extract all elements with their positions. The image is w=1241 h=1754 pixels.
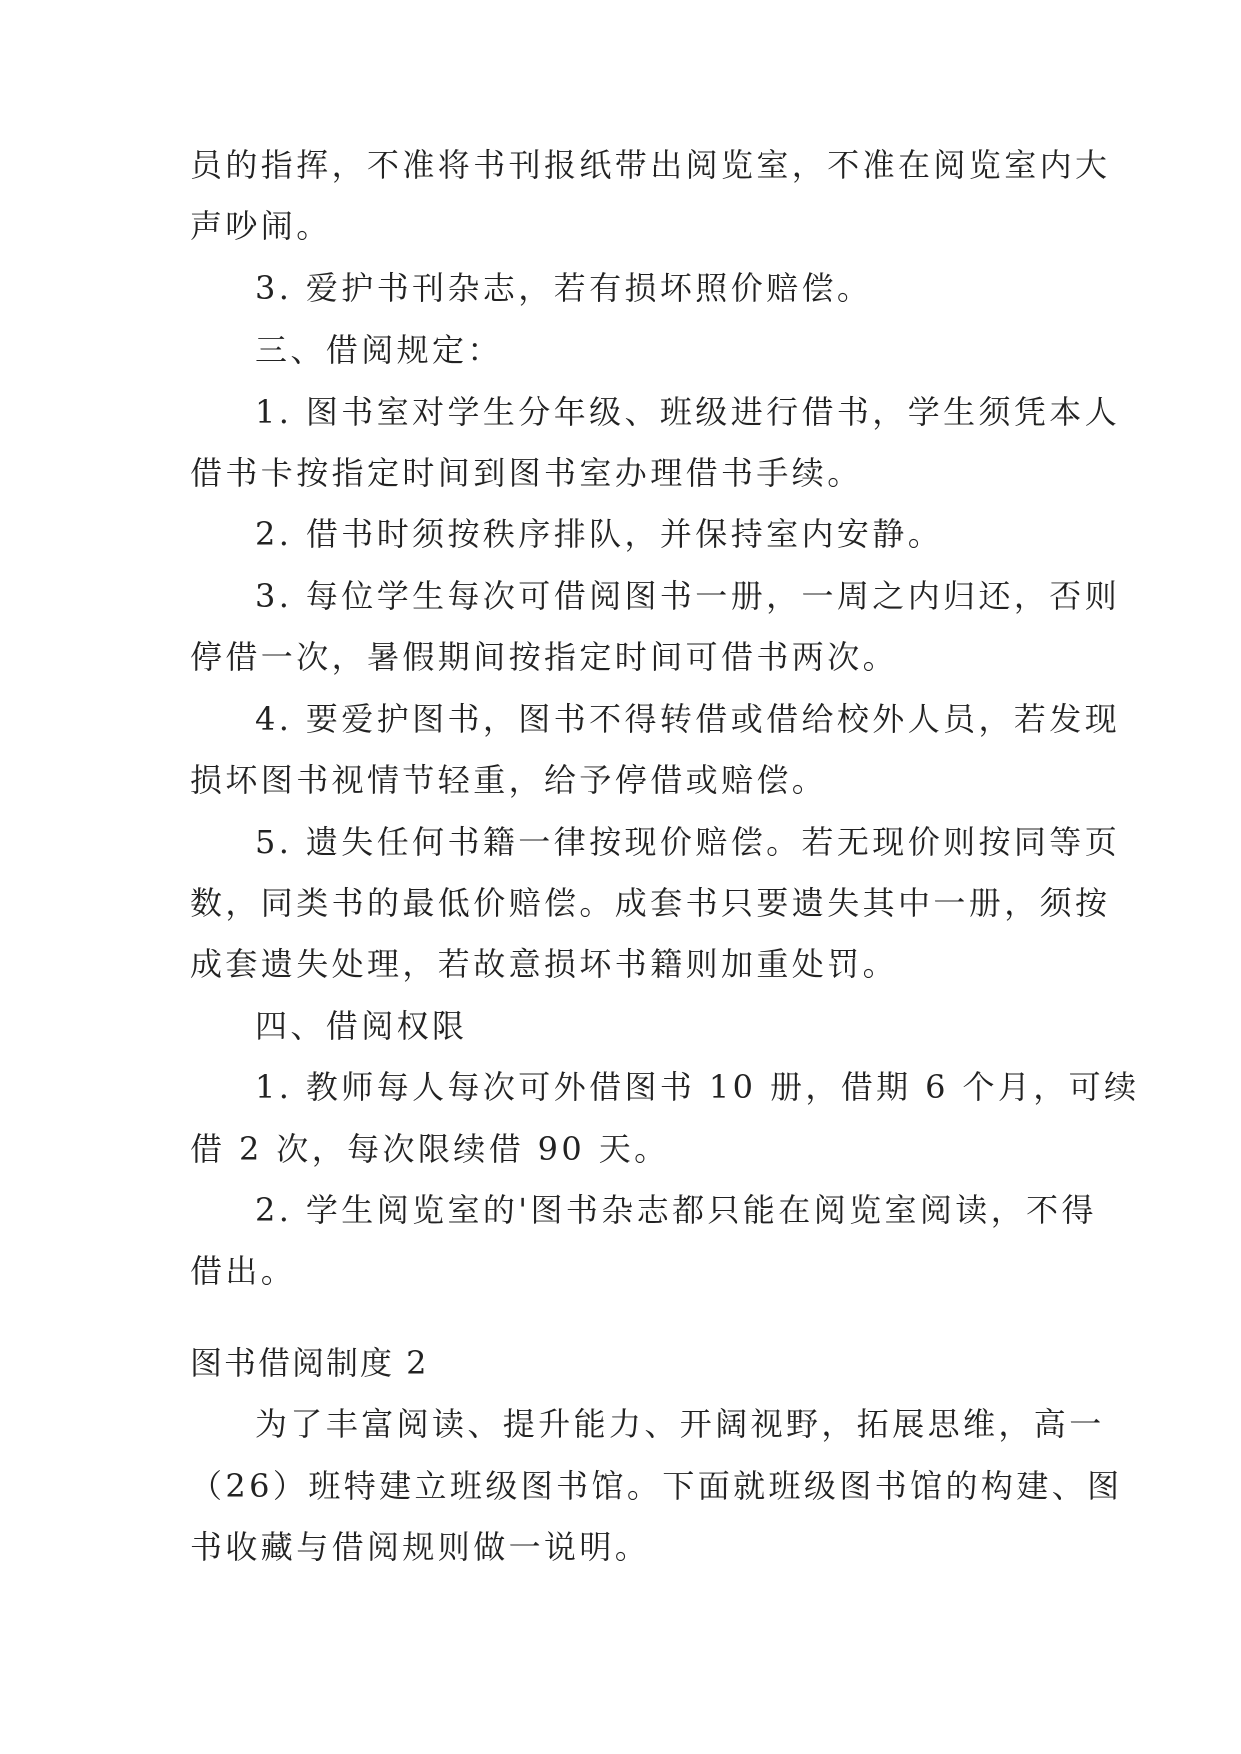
section-heading: 三、借阅规定：: [255, 331, 503, 369]
document-title: 图书借阅制度 2: [190, 1344, 429, 1382]
text-line: 停借一次，暑假期间按指定时间可借书两次。: [190, 638, 899, 676]
text-line: 借出。: [190, 1252, 297, 1290]
text-line: 1. 图书室对学生分年级、班级进行借书，学生须凭本人: [255, 393, 1121, 431]
text-line: 成套遗失处理，若故意损坏书籍则加重处罚。: [190, 945, 899, 983]
text-line: 1. 教师每人每次可外借图书 10 册，借期 6 个月，可续: [255, 1068, 1140, 1106]
text-line: 5. 遗失任何书籍一律按现价赔偿。若无现价则按同等页: [255, 823, 1121, 861]
text-line: 2. 学生阅览室的'图书杂志都只能在阅览室阅读，不得: [255, 1191, 1097, 1229]
text-line: 4. 要爱护图书，图书不得转借或借给校外人员，若发现: [255, 700, 1121, 738]
section-heading: 四、借阅权限: [255, 1007, 468, 1045]
text-line: 2. 借书时须按秩序排队，并保持室内安静。: [255, 515, 944, 553]
text-line: 员的指挥，不准将书刊报纸带出阅览室，不准在阅览室内大: [190, 146, 1111, 184]
text-line: 3. 爱护书刊杂志，若有损坏照价赔偿。: [255, 269, 873, 307]
text-line: （26）班特建立班级图书馆。下面就班级图书馆的构建、图: [190, 1467, 1123, 1505]
text-line: 为了丰富阅读、提升能力、开阔视野，拓展思维，高一: [255, 1405, 1105, 1443]
text-line: 声吵闹。: [190, 207, 332, 245]
text-line: 借书卡按指定时间到图书室办理借书手续。: [190, 454, 863, 492]
text-line: 3. 每位学生每次可借阅图书一册，一周之内归还，否则: [255, 577, 1121, 615]
text-line: 书收藏与借阅规则做一说明。: [190, 1528, 651, 1566]
text-line: 损坏图书视情节轻重，给予停借或赔偿。: [190, 761, 828, 799]
text-line: 借 2 次，每次限续借 90 天。: [190, 1130, 670, 1168]
text-line: 数，同类书的最低价赔偿。成套书只要遗失其中一册，须按: [190, 884, 1111, 922]
